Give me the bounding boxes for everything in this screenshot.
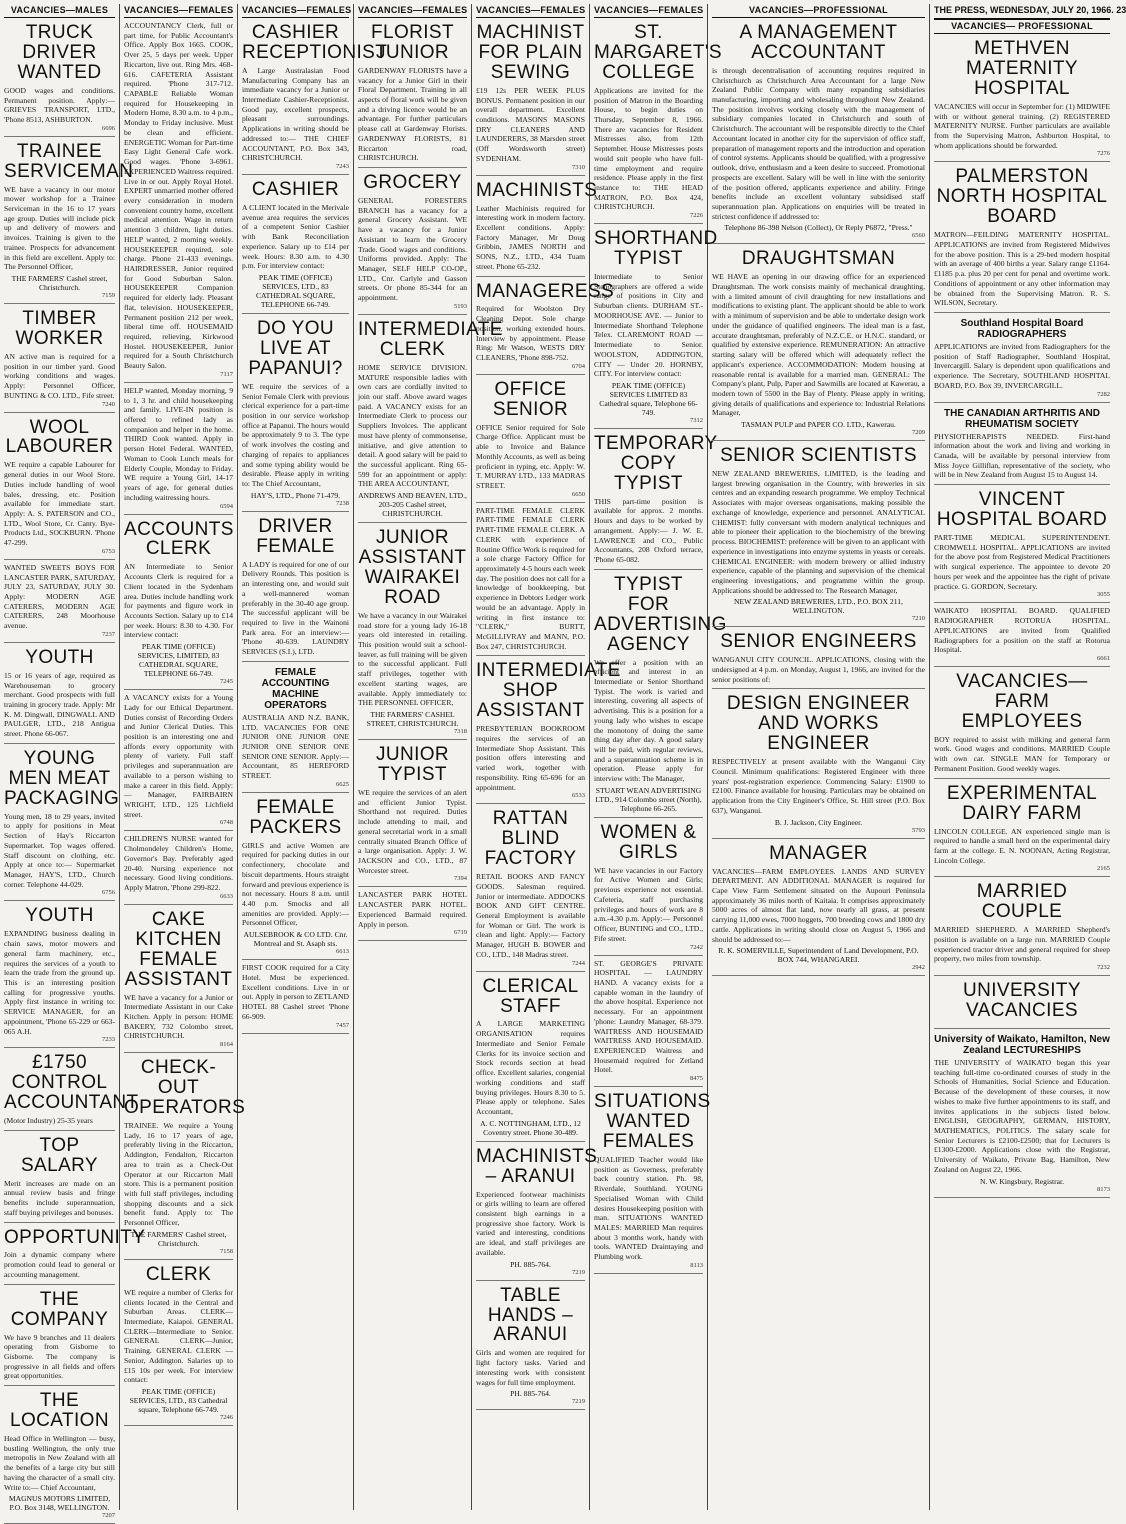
ad-body: A VACANCY exists for a Young Lady for our Ethical Department. Duties consist of Recording Orders and Junior Clerical Duties. This position is an interesting one and affords every opportunity with plenty of variety. Full staff privileges and superannuation are available to a person wishing to make a career in this field. Apply:— Manager, FAIRBAIRN WRIGHT, LTD., 125 Lichfield street. — [124, 693, 233, 819]
ad-headline: CAKE KITCHEN FEMALE ASSISTANT — [124, 908, 233, 990]
ad-body: GENERAL FORESTERS BRANCH has a vacancy for a general Grocery Assistant. WE have a vacancy for a Junior Assistant to learn the Grocery Trade. Good wages and conditions. Uniforms provided. Apply: The Manager, SELF HELP CO-OP., LTD., Cnr. Carlyle and Gasson streets. Or phone 85-344 for an appointment. — [358, 196, 467, 303]
section-heading: VACANCIES—MALES — [4, 4, 115, 18]
ad-advertiser: THE FARMERS' Cashel street, Christchurch. — [11, 274, 108, 293]
classified-ad — [4, 18, 115, 137]
ad-headline: MANAGERESS — [476, 280, 615, 302]
classified-ad — [242, 960, 349, 1033]
ad-advertiser: PH. 885-764. — [510, 1389, 551, 1399]
ad-headline: A MANAGEMENT ACCOUNTANT — [739, 22, 898, 63]
ad-advertiser: A. C. NOTTINGHAM, LTD., 12 Coventry street. Phone 30-489. — [480, 1118, 581, 1137]
ad-reference-number: 6533 — [572, 792, 585, 800]
ad-body: PHYSIOTHERAPISTS NEEDED. First-hand information about the work and living and working in Canada, will be available by personal interview from Miss Joyce Gilliflan, representative of the society, who will be in New Zealand from August 15 to August 14. — [934, 431, 1110, 480]
ad-body: APPLICATIONS are invited from Radiographers for the position of Staff Radiographer, Southland Hospital, Invercargill. Salary is dependent upon qualifications and experience. The Secretary, SOUTHLAND HOSPITAL BOARD, P.O. Box 39, INVERCARGILL. — [934, 341, 1110, 390]
classified-ad — [594, 570, 727, 818]
ad-body: FIRST COOK required for a City Hotel. Must be experienced. Excellent conditions. Live in or out. Apply in person to ZETLAND HOTEL 88 Cashel street 'Phone 66-909. — [242, 963, 349, 1021]
ad-headline: MACHINISTS — [476, 179, 598, 201]
ad-headline: OPPORTUNITY — [4, 1226, 146, 1248]
classified-ad — [242, 512, 349, 662]
ad-headline: EXPERIMENTAL DAIRY FARM — [946, 782, 1098, 824]
section-heading: VACANCIES—PROFESSIONAL — [712, 4, 925, 18]
classified-ad — [712, 689, 925, 838]
classified-ad — [4, 137, 134, 304]
ad-body: MATRON—FEILDING MATERNITY HOSPITAL. APPLICATIONS are invited from Registered Midwives for the above position. This is a 29-bed modern hospital with an average of 400 births a year. Salary range £1164-£1185 p.a. plus 20 per cent for penal and overtime work. Conditions of appointment or any other information may be obtained from the Supervising Matron. R. S. WILSON, Secretary. — [934, 230, 1110, 308]
ad-body: RESPECTIVELY at present available with the Wanganui City Council. Minimum qualifications: Registered Engineer with three years' post-registration experience. Commencing Salary: £1900 to £2100. Finance available for housing. Particulars may be obtained on application from the City Engineer's Office, St. Hill street (P.O. Box 637), Wanganui. — [712, 757, 925, 815]
ad-body: MARRIED SHEPHERD. A MARRIED Shepherd's position is available on a large run. MARRIED Couple experienced tractor driver and general required for sheep property, two miles from township. — [934, 925, 1110, 964]
ad-headline: VACANCIES—FARM EMPLOYEES — [956, 670, 1088, 732]
ad-body: £19 12s PER WEEK PLUS BONUS. Permanent position in our overall department. Excellent conditions. MASONS MASONS DRY CLEANERS AND LAUNDERERS, 38 Marsden street (Off Wordsworth street) SYDENHAM. — [476, 85, 585, 163]
ad-headline: YOUNG MEN MEAT PACKAGING — [4, 747, 120, 809]
classified-ad — [4, 1285, 115, 1386]
ad-body: A LARGE MARKETING ORGANISATION requires Intermediate and Senior Female Clerks for its invoice section and Stock records section at head office. Excellent salaries, congenial working conditions and staff buying privileges. Hours 8.30 to 5. Please apply or telephone. Sales Accountant, — [476, 1019, 585, 1116]
ad-body: Merit increases are made on an annual review basis and fringe benefits include superannuation, staff buying privileges and bonuses. — [4, 1178, 115, 1217]
ad-headline: DRAUGHTSMAN — [741, 248, 896, 270]
ad-headline: TABLE HANDS – ARANUI — [487, 1284, 574, 1346]
ad-headline: SENIOR ENGINEERS — [720, 631, 917, 653]
ad-reference-number: 7158 — [220, 1247, 233, 1255]
ad-headline: TOP SALARY — [20, 1134, 99, 1176]
ad-body: ACCOUNTANCY Clerk, full or part time, for Public Accountant's Office. Apply Box 1665. COOK, Over 25, 5 days per week. Upper Riccarton, live out. Ring Mrs. 468-616. CAFETERIA Assistant required. 'Phone 317-712. CAPABLE Reliable Woman required for Housekeeping in Modern Home, 8.30 a.m. to 4 p.m., Monday to Friday inclusive. Must be clean and efficient. ENERGETIC Woman for Part-time Easy Light General Cafe work. Good wages. 'Phone 3-6961. EXPERIENCED Waitress required. Live in or out. Apply Royal Hotel. EXPERT unmarried mother offered every consideration in modern convenient country home, excellent medical attention. Wage in return attention 3 children, light duties. HELP wanted, 2 morning weekly. HOUSEKEEPER required, sole charge. Phone 21-433 evenings. HAIRDRESSER, Junior required for Good Suburban Salon. HOUSEKEEPER Companion required for elderly lady. Pleasant flat, television. HOUSEKEEPER, Permanent position 212 per week, liberal time off. HOUSEMAID required, relieving, Kirkwood Hostel. HOUSEKEEPER, Junior required for a South Christchurch Beauty Salon. — [124, 21, 233, 371]
ad-body: PRESBYTERIAN BOOKROOM requires the services of an Intermediate Shop Assistant. This position offers interesting and varied work, together with responsibility. Ring 65-696 for an appointment. — [476, 724, 585, 792]
ad-body: TRAINEE. We require a Young Lady, 16 to 17 years of age, preferably living in the Riccarton, Addington, Fendalton, Riccarton area to train as a Check-Out Operator at our Riccarton Mall store. This is a permanent position with full staff privileges, including shopping discounts and a sick benefit fund. Apply to: The Personnel Officer, — [124, 1120, 233, 1228]
ad-body: A CLIENT located in the Merivale avenue area requires the services of a competent Senior Cashier with Bank Reconciliation experience. Salary up to £14 per week. Hours: 8.30 a.m. to 4.30 p.m. For interview contact: — [242, 203, 349, 271]
ad-reference-number: 6696 — [102, 124, 115, 132]
ad-headline: INTERMEDIATE CLERK — [358, 318, 503, 360]
ad-reference-number: 5793 — [912, 826, 925, 834]
classified-ad — [124, 1053, 246, 1260]
ad-headline: TYPIST FOR ADVERTISING AGENCY — [594, 573, 727, 655]
ad-headline: GROCERY — [363, 172, 462, 194]
classified-ad — [934, 1029, 1110, 1198]
ad-headline: INTERMEDIATE SHOP ASSISTANT — [476, 660, 621, 722]
masthead: THE PRESS, WEDNESDAY, JULY 20, 1966. 23 — [934, 4, 1110, 20]
ad-reference-number: 7233 — [102, 1036, 115, 1044]
ad-advertiser: B. J. Jackson, City Engineer. — [774, 817, 863, 827]
ad-reference-number: 6748 — [220, 819, 233, 827]
ad-headline: PALMERSTON NORTH HOSPITAL BOARD — [936, 166, 1108, 228]
ad-reference-number: 6613 — [336, 948, 349, 956]
ad-body: (Motor Industry) 25-35 years — [4, 1116, 93, 1126]
ad-body: EXPANDING business dealing in chain saws, motor mowers and general farm machinery, etc., requires the services of a youth to learn the trade from the ground up. This is an interesting position calling for progressive youths. Apply first instance in writing to: SERVICE MANAGER, for an appointment, 'Phone 65-229 or 663-065 A.H. — [4, 929, 115, 1036]
classified-ad — [358, 18, 467, 168]
column-4 — [354, 4, 503, 1510]
ad-headline: MACHINIST FOR PLAIN SEWING — [476, 22, 585, 83]
ad-reference-number: 6661 — [1097, 654, 1110, 662]
classified-ad — [4, 413, 115, 560]
ad-body: BOY required to assist with milking and general farm work. Good wages and conditions. MARRIED Couple with own car. SINGLE MAN for Temporary or Permanent Position. Good weekly wages. — [934, 734, 1110, 773]
ad-advertiser: TASMAN PULP and PAPER CO. LTD., Kawerau. — [741, 420, 896, 430]
classified-ad — [476, 18, 585, 176]
ad-headline: CASHIER RECEPTIONIST — [242, 22, 388, 63]
ad-headline: DO YOU LIVE AT PAPANUI? — [248, 318, 343, 379]
ad-reference-number: 8164 — [220, 1041, 233, 1049]
classified-ad — [934, 403, 1110, 486]
ad-body: Intermediate to Senior Stenographers are offered a wide range of positions in City and Suburban clients. DURHAM ST.-MOORHOUSE AVE. — Junior to Intermediate Shorthand Telephone Telex. CLAREMONT ROAD — Intermediate to Senior. WOOLSTON, ADDINGTON, CITY — Under 20. HORNBY, CITY. For interview contact: — [594, 272, 703, 379]
ad-body: WE have vacancies in our Factory for Active Women and Girls; previous experience not essential. Cafeteria, staff purchasing privileges and hours of work are 8 a.m.-4.30 p.m. Apply:— Personnel Officer, BUNTING and CO., LTD., Fife street. — [594, 865, 703, 943]
ad-body: We have a vacancy in our Wairakei road store for a young lady 16-18 years old interested in retailing. This position would suit a school-leaver, as full training will be given to the successful applicant. Full staff privileges, together with excellent starting wages, are available. Apply immediately to: THE PERSONNEL OFFICER, — [358, 610, 467, 708]
ad-body: VACANCIES will occur in September for: (1) MIDWIFE with or without general training. (2) REGISTERED MATERNITY NURSE. Further particulars are available from the Supervising Matron, Ashburton Hospital, to whom applications should be forwarded. — [934, 101, 1110, 150]
classified-ad — [934, 877, 1110, 976]
classified-ad — [4, 1131, 115, 1223]
ad-headline: CLERK — [145, 1263, 212, 1285]
classified-ad — [124, 905, 233, 1053]
ad-headline: Southland Hospital Board RADIOGRAPHERS — [960, 317, 1084, 340]
ad-advertiser: N. W. Kingsbury, Registrar. — [979, 1176, 1065, 1186]
ad-headline: FEMALE PACKERS — [249, 796, 342, 838]
classified-ad — [594, 818, 703, 956]
ad-body: Head Office in Wellington — busy, bustling Wellington, the only true metropolis in New Zealand with all the benefits of a large city but still having the character of a small city. Write to:— Chief Accountant, — [4, 1433, 115, 1492]
classified-ad — [712, 627, 925, 689]
ad-body: OFFICE Senior required for Sole Charge Office. Applicant must be able to Invoice and Balance Monthly Accounts, as well as being proficient in typing, etc. Apply: W. T. MURRAY LTD., 133 MADRAS STREET. — [476, 422, 585, 490]
ad-headline: CASHIER — [251, 179, 340, 201]
ad-reference-number: 7276 — [1097, 150, 1110, 158]
ad-headline: ST. MARGARET'S COLLEGE — [594, 22, 722, 83]
classified-ad — [242, 18, 388, 175]
ad-reference-number: 6560 — [912, 232, 925, 240]
classified-ad — [476, 176, 598, 277]
classified-ad — [124, 1260, 233, 1426]
ad-reference-number: 8475 — [690, 1075, 703, 1083]
ad-headline: TRUCK DRIVER WANTED — [17, 22, 102, 83]
ad-body: A Large Australasian Food Manufacturing Company has an immediate vacancy for a Junior or Intermediate Cashier-Receptionist. Good pay, excellent prospects, pleasant surroundings. Applications in writing should be addressed to:— THE CHIEF ACCOUNTANT, P.O. Box 343, CHRISTCHURCH. — [242, 65, 349, 163]
ad-body: ST. GEORGE'S PRIVATE HOSPITAL — LAUNDRY HAND. A vacancy exists for a capable woman in the laundry of the above hospital. Experience not necessary. For an appointment 'phone: Laundry Manager, 68-379. WAITRESS AND HOUSEMAID WAITRESS AND HOUSEMAID. EXPERIENCED Waitress and Housemaid required for Zetland Hotel. — [594, 958, 703, 1075]
ad-advertiser: PEAK TIME (OFFICE) SERVICES LIMITED 83 Cathedral square, Telephone 66-749. — [599, 380, 698, 417]
ad-headline: THE COMPANY — [10, 1288, 109, 1330]
classified-ad — [712, 441, 925, 627]
ad-body: Leather Machinists required for interesting work in modern factory. Excellent conditions. Apply: Factory Manager, Mr Doug Gribbin, JAMES NORTH and SONS, N.Z., LTD., 434 Tuam street. Phone 65-232. — [476, 203, 585, 271]
classified-ad — [712, 244, 925, 441]
ad-reference-number: 7394 — [454, 875, 467, 883]
ad-headline: METHVEN MATERNITY HOSPITAL — [966, 38, 1078, 99]
ad-reference-number: 6594 — [220, 502, 233, 510]
classified-ad — [476, 1142, 598, 1281]
classified-ad — [934, 779, 1110, 878]
classified-ad — [712, 839, 925, 977]
ad-headline: YOUTH — [25, 905, 94, 927]
ad-body: 15 or 16 years of age, required as Warehouseman to grocery merchant. Good prospects with full training in grocery trade. Apply: Mr K. M. Dingwall, DINGWALL AND PAULGER, LTD., 218 Antigua street. Phone 66-067. — [4, 670, 115, 739]
column-1 — [0, 4, 146, 1520]
ad-body: is through decentralisation of accounting requires required in Christchurch as Christchurch Area Accountant for a large New Zealand Public Company with many expanding subsidiaries manufacturing, importing and wholesaling throughout New Zealand. The position involves working closely with the management of subsidiary companies located in Christchurch and south of Christchurch. The accountant will be responsible directly to the Chief Accountant located in another city for the supervision of office staff, preparation of management reports and the introduction and operation of control systems. Applicants should be qualified, with a progressive outlook, drive, enthusiasm and a keen desire to succeed. Promotional prospects are excellent. Salary will be well in line with the seniority of the position offered, applicants experience and ability. Fringe benefits include an excellent voluntary subsidised staff superannuation plan. Applications on enquiries will be treated in strictest confidence if addressed to: — [712, 65, 925, 221]
ad-reference-number: 7244 — [572, 959, 585, 967]
ad-reference-number: 7243 — [336, 163, 349, 171]
ad-reference-number: 5193 — [454, 302, 467, 310]
ad-advertiser: STUART WEAN ADVERTISING LTD., 914 Colombo street (North), Telephone 66-265. — [595, 785, 702, 813]
ad-body: RETAIL BOOKS AND FANCY GOODS. Salesman required. Junior or intermediate. ADDOCKS BOOK AND GIFT CENTRE. General Employment is available for Woman or Girl. The work is clean and light. Apply:— Factory Manager, HUGH B. BOWER and CO., LTD., 148 Madras street. — [476, 872, 585, 959]
ad-headline: ACCOUNTS CLERK — [124, 518, 234, 560]
ad-advertiser: ANDREWS AND BEAVEN, LTD., 203-205 Cashel street, CHRISTCHURCH. — [358, 491, 467, 519]
ad-reference-number: 6625 — [336, 780, 349, 788]
ad-body: AN active man is required for a position in our timber yard. Good working conditions and wages. Apply: Personnel Officer, BUNTING & CO. LTD., Fife street. — [4, 351, 115, 400]
ad-body: GOOD wages and conditions. Permanent position. Apply:— GRIEVES TRANSPORT, LTD., 'Phone 8513, ASHBURTON. — [4, 85, 115, 124]
classified-ad — [594, 1087, 711, 1274]
ad-reference-number: 7237 — [102, 630, 115, 638]
ad-headline: DRIVER FEMALE — [256, 515, 335, 557]
ad-headline: THE LOCATION — [10, 1390, 109, 1432]
section-heading: VACANCIES—FEMALES — [476, 4, 585, 18]
classified-ad — [594, 18, 722, 224]
ad-headline: TRAINEE SERVICEMAN — [4, 140, 134, 182]
ad-reference-number: 6650 — [572, 490, 585, 498]
classified-ad — [476, 656, 621, 804]
ad-headline: SHORTHAND TYPIST — [594, 228, 718, 270]
ad-reference-number: 6756 — [102, 889, 115, 897]
section-heading: VACANCIES—FEMALES — [124, 4, 233, 18]
ad-headline: University of Waikato, Hamilton, New Zealand LECTURESHIPS — [934, 1034, 1110, 1056]
classified-ad — [476, 1281, 585, 1411]
ad-reference-number: 6753 — [102, 547, 115, 555]
ad-headline: MARRIED COUPLE — [976, 881, 1068, 923]
ad-body: WANTED SWEETS BOYS FOR LANCASTER PARK, SATURDAY, JULY 23, SATURDAY, JULY 30. Apply: MODERN AGE CATERERS, MODERN AGE CATERERS, 248 Moorhouse avenue. — [4, 562, 115, 631]
ad-reference-number: 2942 — [912, 964, 925, 972]
ad-advertiser: NEW ZEALAND BREWERIES, LTD., P.O. BOX 211, WELLINGTON. — [734, 597, 903, 616]
ad-body: Experienced footwear machinists or girls willing to learn are offered consistent high earnings in a progressive shoe factory. Work is varied and interesting, conditions are ideal, and staff privileges are available. — [476, 1189, 585, 1257]
classified-ad — [476, 804, 585, 971]
ad-reference-number: 7245 — [220, 678, 233, 686]
ad-headline: SITUATIONS WANTED FEMALES — [594, 1091, 711, 1152]
classified-ad — [934, 34, 1110, 162]
ad-reference-number: 7246 — [220, 1413, 233, 1421]
ad-headline: £1750 CONTROL ACCOUNTANT — [4, 1052, 139, 1114]
ad-headline: FEMALE ACCOUNTING MACHINE OPERATORS — [261, 666, 330, 711]
ad-reference-number: 7312 — [690, 416, 703, 424]
ad-body: PART-TIME MEDICAL SUPERINTENDENT. CROMWELL HOSPITAL. APPLICATIONS are invited for the above post from Registered Medical Practitioners with surgical experience. The appointee to devote 20 hours per week and the appointee has the right of private practice. G. GORDON, Secretary. — [934, 533, 1110, 591]
ad-reference-number: 7238 — [336, 499, 349, 507]
ad-advertiser: AULSEBROOK & CO LTD. Cnr. Montreal and St. Asaph sts. — [243, 930, 348, 949]
ad-body: CHILDREN'S NURSE wanted for Cholmondeley Children's Home, Governor's Bay. Preferably aged 20-40. Nursing experience not necessary. Good living conditions. Apply Matron, 'Phone 299-822. — [124, 834, 233, 893]
ad-headline: MACHINISTS – ARANUI — [476, 1145, 598, 1187]
column-3 — [238, 4, 388, 1510]
classified-ad — [242, 793, 349, 960]
ad-body: HOME SERVICE DIVISION. MATURE responsible ladies with own cars are cordially invited to join our staff. Above award wages paid. A VACANCY exists for an Intermediate Clerk to process our Suppliers Invoices. The applicant must have plenty of commonsense, initiative, and give attention to detail. A good salary will be paid to the successful applicant. Ring 65-599 for an appointment or apply: THE AREA ACCOUNTANT, — [358, 362, 467, 489]
ad-body: PART-TIME FEMALE CLERK PART-TIME FEMALE CLERK PART-TIME FEMALE CLERK. A CLERK with experience of Routine Office Work is required for a sole charge Factory Office for approximately 4-5 hours each week day. The position does not call for a knowledge of bookkeeping, but experience in Debtors Ledger work would be an advantage. Apply in writing in first instance to: "CLERK," BURTT, McGILLIVRAY and MANN, P.O. Box 247, CHRISTCHURCH. — [476, 505, 585, 651]
ad-body: GARDENWAY FLORISTS have a vacancy for a Junior Girl in their Floral Department. Training in all aspects of floral work will be given and a driving licence would be an advantage. For further particulars please call at Gardenway Florists. GARDENWAY FLORISTS, 81 Riccarton road, CHRISTCHURCH. — [358, 65, 467, 163]
classified-ad — [476, 503, 585, 657]
ad-body: Girls and women are required for light factory tasks. Varied and interesting work with consistent wages for full time employment. — [476, 1348, 585, 1387]
classified-ad — [476, 277, 615, 375]
classified-ad — [242, 175, 349, 314]
section-heading: VACANCIES— PROFESSIONAL — [934, 20, 1110, 34]
ad-headline: UNIVERSITY VACANCIES — [962, 980, 1082, 1022]
section-heading: VACANCIES—FEMALES — [594, 4, 703, 18]
section-heading: VACANCIES—FEMALES — [358, 4, 467, 18]
ad-body: THIS part-time position is available for approx. 2 months. Hours and days to be worked by arrangement. Apply:— J. W. E. LAWRENCE and CO., Public Accountants, 208 Oxford terrace, 'Phone 65-082. — [594, 496, 703, 565]
ad-reference-number: 7240 — [102, 400, 115, 408]
ad-body: WAIKATO HOSPITAL BOARD. QUALIFIED RADIOGRAPHER ROTORUA HOSPITAL. APPLICATIONS are invited from Qualified Radiographers for a position on the staff at Rotorua Hospital. — [934, 606, 1110, 655]
ad-body: GIRLS and active Women are required for packing duties in our confectionery, chocolate and biscuit departments. Hours straight forward and previous experience is not necessary. Hours 8 a.m. until 4.40 p.m. Smocks and all amenities are provided. Apply:— Personnel Officer, — [242, 840, 349, 928]
ad-advertiser: MAGNUS MOTORS LIMITED, P.O. Box 3148, WELLINGTON. — [8, 1494, 111, 1513]
ad-reference-number: 7219 — [572, 1398, 585, 1406]
ad-body: Required for Woolston Dry Cleaning Depot. Sole charge position, working extended hours. Interview by appointment. Please Ring: Mr Watson, WESTS DRY CLEANERS, 'Phone 898-752. — [476, 304, 585, 363]
ad-body: WE require the services of an alert and efficient Junior Typist. Shorthand not required. Duties include attending to mail, and general secretarial work in a small centrally situated Branch Office of a large organisation. Apply: J. W. JACKSON and CO., LTD., 87 Worcester street. — [358, 787, 467, 875]
ad-reference-number: 7226 — [690, 212, 703, 220]
ad-reference-number: 7210 — [912, 615, 925, 623]
ad-reference-number: 6704 — [572, 362, 585, 370]
ad-reference-number: 6719 — [454, 929, 467, 937]
ad-headline: CHECK-OUT OPERATORS — [124, 1057, 246, 1118]
classified-ad — [4, 744, 120, 902]
ad-reference-number: 7318 — [454, 728, 467, 736]
ad-reference-number: 3055 — [1097, 591, 1110, 599]
ad-reference-number: 7282 — [1097, 390, 1110, 398]
ad-body: WANGANUI CITY COUNCIL. APPLICATIONS, closing with the undersigned at 4 p.m. on Monday, August 1, 1966, are invited for the senior positions of: — [712, 655, 925, 684]
ad-reference-number: 8173 — [1097, 1185, 1110, 1193]
ad-headline: RATTAN BLIND FACTORY — [484, 808, 577, 870]
classified-ad — [4, 1048, 139, 1131]
ad-body: QUALIFIED Teacher would like position as Governess, preferably back country station. Ph. 98, Riverdale, Southland. YOUNG Specialised Woman with Child desires Housekeeping position with man. SITUATIONS WANTED MALES: MARRIED Man requires about 3 months work, handy with tools. WANTED Draintaying and Plumbing work. — [594, 1154, 703, 1262]
column-8 — [930, 4, 1126, 1510]
classified-ad — [4, 901, 115, 1048]
ad-body: WE require a number of Clerks for clients located in the Central and Suburban Areas. CLERK—Intermediate, Kaiapoi. GENERAL CLERK—Intermediate to Senior. GENERAL CLERK—Junior, Training. GENERAL CLERK — Senior, Addington. Salaries up to £15 10s per week. For interview contact: — [124, 1287, 233, 1385]
ad-body: HELP wanted, Monday morning, 9 to 1, 3 hr. and child housekeeping and family. LIVE-IN position is offered to refined lady as companion and helper in the home. THIRD Cook wanted. Apply in person Hotel Federal. WANTED, Woman to Cook Lunch meals for Elderly Couple, Monday to Friday. WE require a Young Girl, 14-17 years of age, for general duties including waitressing hours. — [124, 385, 233, 502]
ad-headline: CLERICAL STAFF — [482, 975, 579, 1017]
classified-ad — [358, 315, 503, 523]
ad-reference-number: 7310 — [572, 163, 585, 171]
ad-reference-number: 8113 — [690, 1261, 703, 1269]
ad-body: WE HAVE an opening in our drawing office for an experienced Draughtsman. The work consists mainly of mechanical draughting, with a limited amount of civil draughting for new installations and modifications to existing plant. The applicant should be able to work with a minimum of supervision and be able to undertake design work under the guidance of qualified engineers. The ideal man is a fast, accurate draughtsman, preferably of N.Z.C.E. or H.N.C. standard, or qualified by extensive experience. REMUNERATION: An attractive starting salary will be offered which will adequately reflect the applicant's experience. ACCOMMODATION: Modern housing at reasonable rental is available for a married man. GENERAL: The Company's plant, Pulp, Paper and Sawmills are located at Kawerau, a modern town of 5500 in the Bay of Plenty. Please apply in writing, giving details of qualifications and experience to: Industrial Relations Manager, — [712, 272, 925, 418]
classified-ad — [594, 429, 718, 570]
column-5 — [472, 4, 621, 1510]
ad-body: Young men, 18 to 29 years, invited to apply for positions in Meat Section of Hay's Riccarton Supermarket. Top wages offered. Staff discount on clothing, etc. Apply at once to:— Supermarket Manager, HAY'S, LTD., Church corner. Telephone 44-029. — [4, 811, 115, 889]
ad-body: THE UNIVERSITY of WAIKATO began this year teaching full-time co-ordinated courses of study in the Schools of Humanities, Social Science and Education. Because of the development of these courses, it now wishes to make five further appointments to its staff, and invites applications in the subjects listed below. ENGLISH, GEOGRAPHY, GERMAN, HISTORY, MATHEMATICS, POLITICS. The salary scale for Senior Lecturers is £2100-£2500; that for Lecturers is £1300-£2000. Applications close with the Registrar, University of Waikato, Private Bag, Hamilton, New Zealand on August 22, 1966. — [934, 1058, 1110, 1174]
ad-body: We offer a position with an efficient and interest in an Intermediate or Senior Shorthand Typist. The work is varied and interesting, covering all aspects of advertising. This is a position for a young lady who wishes to escape the monotony of doing the same thing day after day. A good salary will be paid, with regular reviews, and a superannuation scheme is in operation. Please apply for interview with: The Manager, — [594, 657, 703, 784]
classified-ad — [934, 162, 1110, 313]
classified-ad — [476, 375, 585, 503]
classified-ad — [934, 485, 1110, 603]
classified-ad — [4, 643, 115, 744]
ad-body: WE have a vacancy for a Junior or Intermediate Assistant in our Cake Kitchen. Apply in person: HOME BAKERY, 732 Colombo street, CHRISTCHURCH. — [124, 992, 233, 1041]
ad-advertiser: Telephone 86-398 Nelson (Collect), Or Reply P6872, "Press." — [724, 223, 913, 233]
ad-body: NEW ZEALAND BREWERIES, LIMITED, is the leading and largest brewing organisation in the Country, with breweries in six centres and an expanding research programme. We employ Technical Associates with major overseas organisations, making possible the exchange of knowledge, experience and personnel. ANALYTICAL CHEMIST: fully conversant with modern analytical techniques and able to pioneer their application to the biochemistry of the brewing process. BIOCHEMIST: preference will be given to an applicant with experience in investigations into enzyme systems in yeasts or cereals. CHEMICAL ENGINEER: with modern brewery or allied industry experience, capable of the planning and supervision of the chemical engineering investigations, and programme within the group. Applications should be addressed to: The Research Manager, — [712, 469, 925, 595]
classified-ad — [242, 314, 349, 512]
ad-reference-number: 7159 — [102, 292, 115, 300]
ad-reference-number: 7209 — [912, 429, 925, 437]
ad-reference-number: 7232 — [1097, 964, 1110, 972]
ad-advertiser: THE FARMERS' CASHEL STREET, CHRISTCHURCH. — [366, 710, 459, 729]
ad-body: A LADY is required for one of our Delivery Rounds. This position is an interesting one, and would suit a well-mannered woman preferably in the 30-40 age group. The successful applicant will be required to live in the Wainoni Park area. For an interview:— 'Phone 40-639. LAUNDRY SERVICES (S.I.), LTD. — [242, 559, 349, 657]
ad-headline: VINCENT HOSPITAL BOARD — [936, 489, 1108, 531]
column-7 — [708, 4, 930, 1510]
classified-ad — [934, 603, 1110, 667]
ad-headline: YOUTH — [25, 646, 94, 668]
ad-headline: TEMPORARY COPY TYPIST — [594, 432, 718, 494]
ad-body: WE require a capable Labourer for general duties in our Wool Store. Duties include handling of wool bales, dressing, etc. Position available for immediate start. Apply: A. S. PATERSON and CO., LTD., Wool Store, Cr. Canty. Bye-Products Ltd., SOCKBURN. 'Phone 47-299. — [4, 460, 115, 548]
classified-ad — [358, 887, 467, 941]
classified-ad — [4, 1223, 146, 1285]
ad-reference-number: 7117 — [220, 370, 233, 378]
ad-advertiser: THE FARMERS' Cashel street, Christchurch. — [130, 1229, 227, 1248]
classified-ad — [124, 383, 233, 515]
ad-headline: FLORIST JUNIOR — [370, 22, 455, 63]
classified-ad — [124, 690, 233, 831]
ad-advertiser: PEAK TIME (OFFICE) SERVICES, LIMITED, 83 CATHEDRAL SQUARE, TELEPHONE 66-749. — [137, 642, 220, 679]
ad-headline: WOMEN & GIRLS — [600, 821, 697, 863]
ad-reference-number: 2165 — [1097, 865, 1110, 873]
column-6 — [590, 4, 727, 1510]
classified-ad — [124, 515, 233, 691]
classified-ad — [594, 956, 703, 1088]
ad-reference-number: 7242 — [690, 943, 703, 951]
ad-body: Applications are invited for the position of Matron in the Boarding House, to begin duties on Thursday, September 8, 1966. There are vacancies for Resident Mistresses also, from 12th September. House Mistresses posts would suit people who have full-time employment and require residence. Please apply in the first instance to: THE HEAD MATRON, P.O. Box 424, CHRISTCHURCH. — [594, 85, 703, 212]
ad-advertiser: PEAK TIME (OFFICE) SERVICES, LTD., 83 Cathedral square, Telephone 66-749. — [129, 1386, 228, 1414]
ad-body: AN Intermediate to Senior Accounts Clerk is required for a Client located in the Sydenham area. Duties include handling work for payments and figure work in Accounts Section. Salary up to £14 per week. Hours: 8.30 to 4.30. For interview contact: — [124, 562, 233, 640]
ad-reference-number: 7219 — [572, 1268, 585, 1276]
ad-advertiser: HAY'S, LTD., Phone 71-479. — [250, 490, 341, 500]
classified-ad — [4, 1386, 115, 1524]
classified-ad — [358, 740, 467, 887]
ad-headline: MANAGER — [769, 842, 868, 864]
ad-body: LINCOLN COLLEGE. AN experienced single man is required to handle a small herd on the experimental dairy farm at the college. E. N. NOONAN, Acting Registrar, Lincoln College. — [934, 826, 1110, 865]
ad-body: WE require the services of a Senior Female Clerk with previous clerical experience for a part-time position in our service workshop office at Papanui. The hours would be approximately 9 to 3. The type of work involves the costing and charging of repairs to appliances and some typing ability would be desirable. Please apply in writing to: The Chief Accountant, — [242, 381, 349, 489]
ad-advertiser: R. K. SOMERVILLE, Superintendent of Land Development, P.O. BOX 744, WHANGAREI. — [718, 946, 919, 965]
ad-headline: JUNIOR ASSISTANT WAIRAKEI ROAD — [358, 527, 467, 608]
ad-body: VACANCIES—FARM EMPLOYEES. LANDS AND SURVEY DEPARTMENT. AN ADDITIONAL MANAGER is required for Cape View Farm Settlement situated on the Aupouri Peninsula approximately 36 miles north of Kaitaia. It comprises approximately 5000 acres of almost flat land, now nearly all grass, at present carrying 11,000 ewes, 7000 hoggets, 700 breeding cows and 1800 dry cattle. Applications in writing should close on August 5, 1966 and should be addressed to:— — [712, 866, 925, 944]
classified-ad — [4, 304, 115, 412]
classified-ad — [358, 168, 467, 315]
ad-headline: THE CANADIAN ARTHRITIS AND RHEUMATISM SOCIETY — [944, 407, 1100, 430]
column-2 — [120, 4, 246, 1510]
ad-body: LANCASTER PARK HOTEL LANCASTER PARK HOTEL. Experienced Barmaid required. Apply in person. — [358, 890, 467, 929]
section-heading: VACANCIES—FEMALES — [242, 4, 349, 18]
classified-ad — [594, 224, 718, 429]
ad-headline: WOOL LABOURER — [5, 416, 114, 458]
classified-ad — [476, 972, 585, 1142]
ad-body: AUSTRALIA AND N.Z. BANK, LTD. VACANCIES FOR ONE JUNIOR ONE JUNIOR ONE JUNIOR ONE SENIOR ONE SENIOR ONE SENIOR. Apply:— Accountant, 85 HEREFORD STREET. — [242, 712, 349, 781]
ad-headline: DESIGN ENGINEER AND WORKS ENGINEER — [726, 693, 911, 755]
ad-headline: SENIOR SCIENTISTS — [720, 445, 917, 467]
classified-ad — [4, 560, 115, 643]
classified-ad — [242, 662, 349, 793]
classified-ad — [358, 523, 467, 740]
ad-reference-number: 7207 — [102, 1512, 115, 1520]
ad-headline: JUNIOR TYPIST — [375, 744, 450, 785]
classified-ad — [934, 313, 1110, 403]
classified-ad — [712, 18, 925, 244]
ad-reference-number: 7457 — [336, 1021, 349, 1029]
ad-advertiser: PEAK TIME (OFFICE) SERVICES, LTD., 83 CATHEDRAL SQUARE, TELEPHONE 66-749. — [255, 273, 336, 310]
classified-ad — [934, 976, 1110, 1029]
ad-body: Join a dynamic company where promotion could lead to general or accounting management. — [4, 1250, 115, 1279]
ad-headline: TIMBER WORKER — [15, 308, 104, 349]
ad-reference-number: 6633 — [220, 892, 233, 900]
ad-advertiser: PH. 885-764. — [510, 1259, 551, 1269]
classified-ad — [124, 18, 233, 383]
classified-ad — [934, 667, 1110, 779]
ad-headline: OFFICE SENIOR — [492, 378, 569, 420]
classified-ad — [124, 831, 233, 904]
ad-body: We have 9 branches and 11 dealers operating from Gisborne to Gisborne. The company is progressive in all fields and offers great opportunities. — [4, 1332, 115, 1381]
ad-body: WE have a vacancy in our motor mower workshop for a Trainee Serviceman in the 16 to 17 years age group. Duties will include pick up and delivery of mowers and invoices. Training is given to the trainee. Prospects for advancement in this field are excellent. Apply to: The Personnel Officer, — [4, 184, 115, 272]
